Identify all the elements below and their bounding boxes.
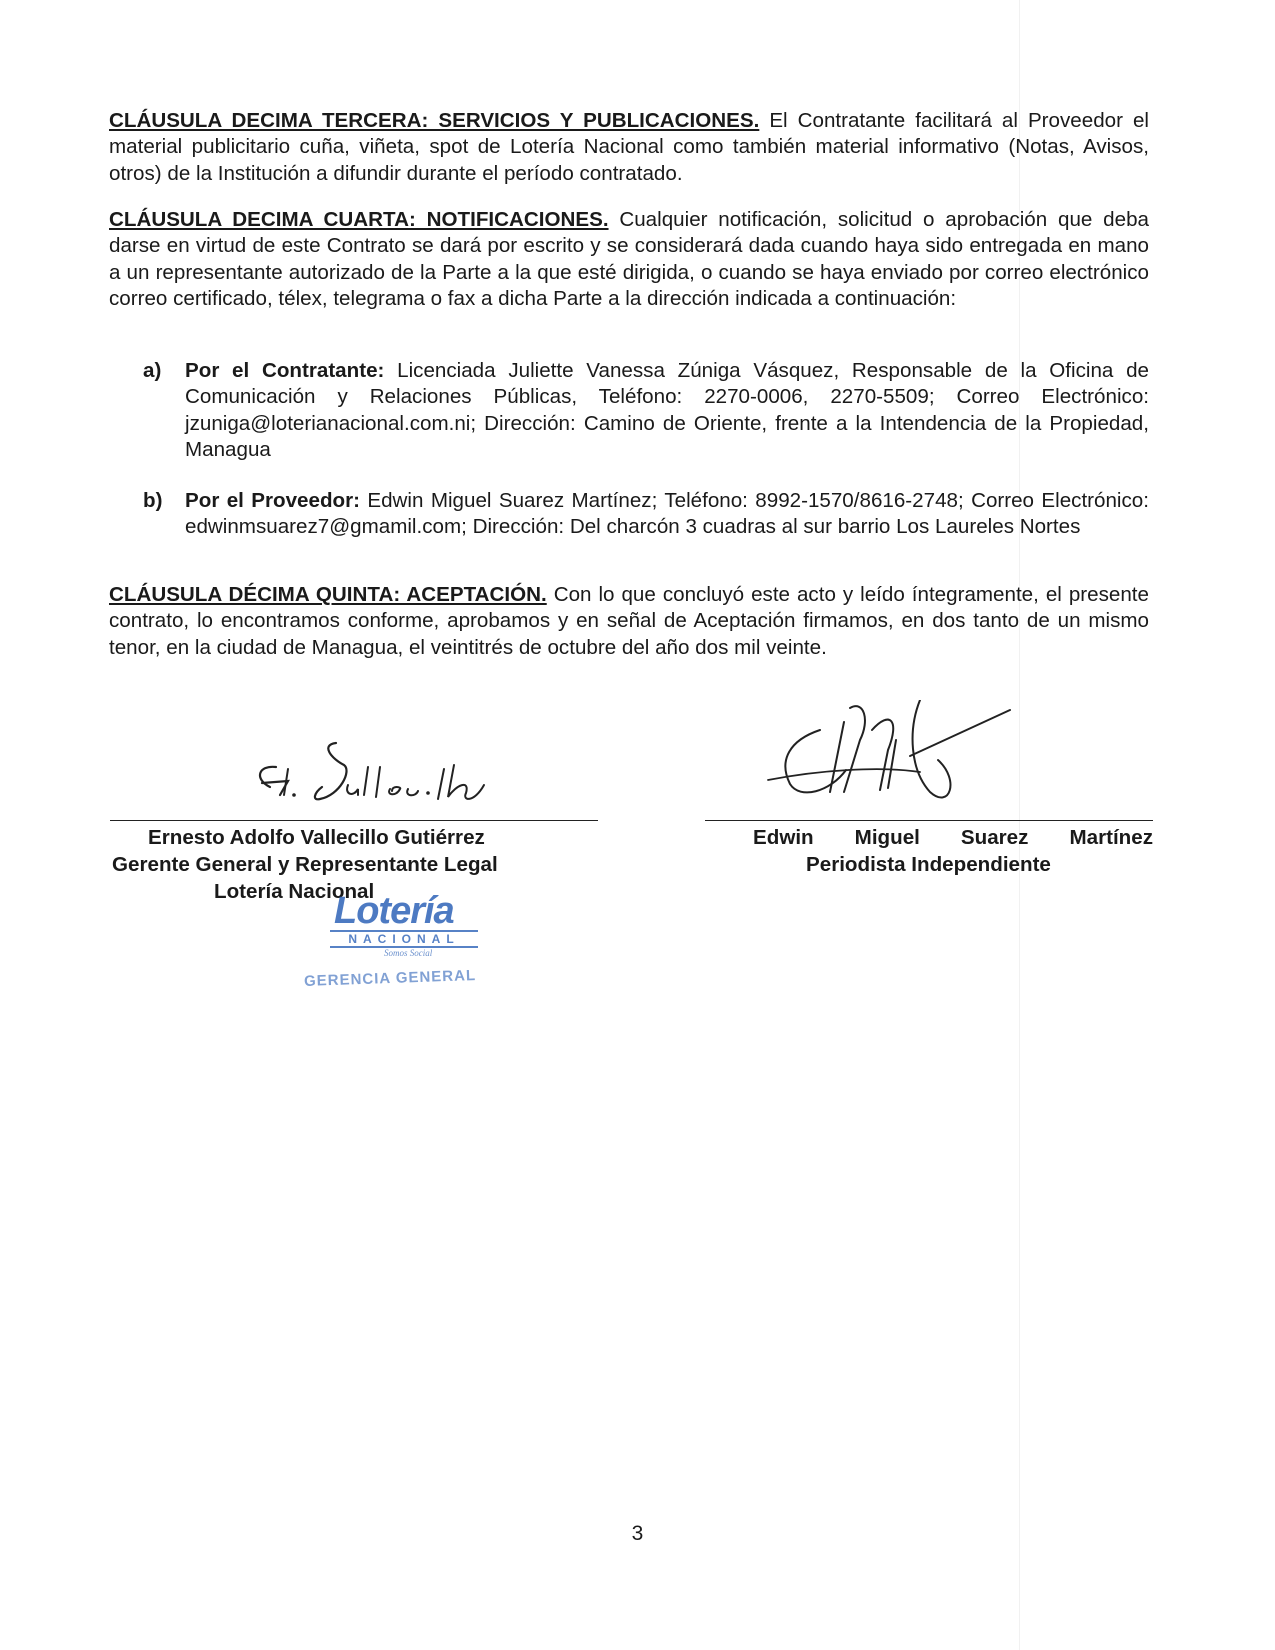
signature-line-right bbox=[705, 820, 1153, 821]
item-details: Licenciada Juliette Vanessa Zúniga Vásquez, Responsable de la Oficina de Comunicación y Relaciones Públicas, Teléfono: 2270-0006, 2270-5509; Correo Electrónico: jzuniga@loterianacional.com.ni; Dirección: Camino de Oriente, frente a la Intendencia de la Propiedad, Managua bbox=[185, 359, 1149, 462]
signatory-left-name: Ernesto Adolfo Vallecillo Gutiérrez bbox=[148, 826, 485, 849]
notice-item-contratante bbox=[143, 358, 1149, 464]
clause-13 bbox=[109, 108, 1149, 187]
signatory-right bbox=[705, 824, 1153, 878]
notice-addresses bbox=[143, 358, 1149, 540]
signature-right bbox=[760, 700, 1060, 815]
stamp-tag: Somos Social bbox=[384, 948, 433, 958]
signatory-right-name: Edwin Miguel Suarez Martínez bbox=[753, 826, 1153, 849]
item-party: Por el Proveedor: bbox=[185, 488, 360, 512]
signature-left bbox=[240, 735, 510, 815]
stamp-dept: GERENCIA GENERAL bbox=[303, 967, 477, 990]
signatory-left-title: Gerente General y Representante Legal bbox=[112, 853, 498, 876]
stamp-logo: Lotería bbox=[334, 890, 454, 932]
item-details: Edwin Miguel Suarez Martínez; Teléfono: 8992-1570/8616-2748; Correo Electrónico: edwinmsuarez7@gmamil.com; Dirección: Del charcón 3 cuadras al sur barrio Los Laureles Nortes bbox=[185, 488, 1149, 539]
page-number: 3 bbox=[631, 1522, 644, 1545]
clause-14-body: Cualquier notificación, solicitud o aprobación que deba darse en virtud de este Contrato se dará por escrito y se considerará dada cuando haya sido entregada en mano a un representante autorizado de la Parte a la que esté dirigida, o cuando se haya enviado por correo electrónico correo certificado, télex, telegrama o fax a dicha Parte a la dirección indicada a continuación: bbox=[109, 208, 1149, 311]
clause-13-body: El Contratante facilitará al Proveedor el material publicitario cuña, viñeta, spot de Lotería Nacional como también material informativo (Notas, Avisos, otros) de la Institución a difundir durante el período contratado. bbox=[109, 109, 1149, 185]
clause-14-heading: CLÁUSULA DECIMA CUARTA: NOTIFICACIONES. bbox=[109, 208, 609, 231]
stamp-sub: NACIONAL bbox=[330, 930, 478, 948]
clause-14 bbox=[109, 207, 1149, 313]
item-marker: b) bbox=[143, 488, 163, 512]
official-stamp bbox=[303, 890, 500, 1000]
clause-15-body: Con lo que concluyó este acto y leído íntegramente, el presente contrato, lo encontramos conforme, aprobamos y en señal de Aceptación firmamos, en dos tanto de un mismo tenor, en la ciudad de Managua, el veintitrés de octubre del año dos mil veinte. bbox=[109, 583, 1149, 659]
clause-13-heading: CLÁUSULA DECIMA TERCERA: SERVICIOS Y PUBLICACIONES. bbox=[109, 109, 760, 132]
item-marker: a) bbox=[143, 359, 162, 382]
item-party: Por el Contratante: bbox=[185, 359, 385, 382]
clause-15-heading: CLÁUSULA DÉCIMA QUINTA: ACEPTACIÓN. bbox=[109, 583, 547, 606]
clause-15 bbox=[109, 582, 1149, 661]
signatory-right-title: Periodista Independiente bbox=[806, 853, 1051, 876]
signatory-left-org: Lotería Nacional bbox=[214, 880, 375, 903]
signature-line-left bbox=[110, 820, 598, 821]
notice-item-proveedor bbox=[143, 488, 1149, 541]
